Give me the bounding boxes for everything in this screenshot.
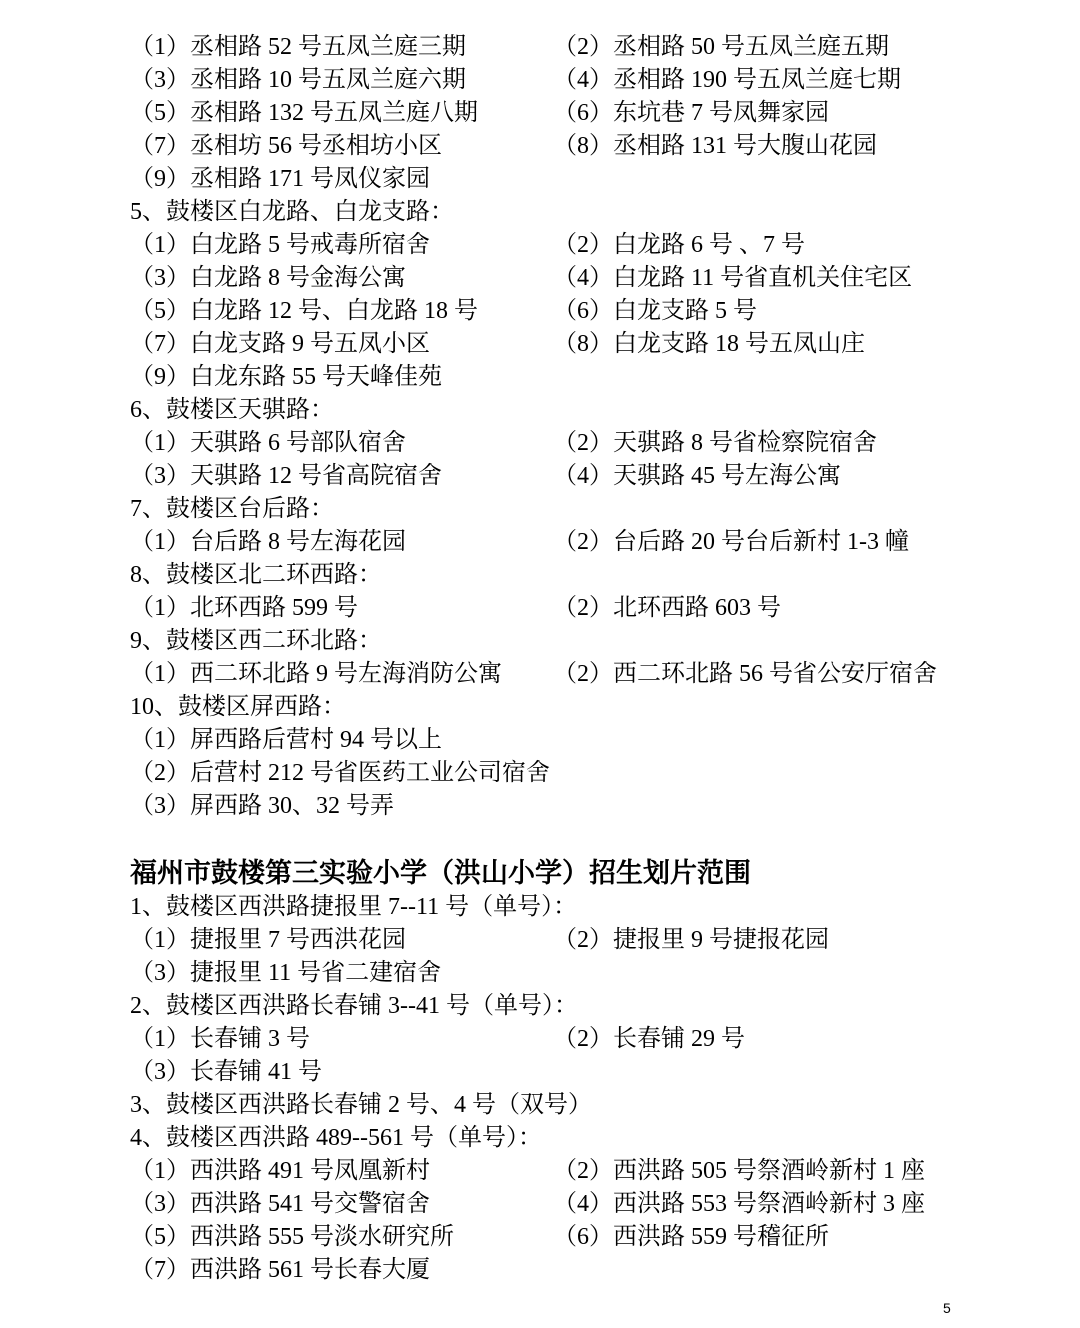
list-item: （9）白龙东路 55 号天峰佳苑: [130, 364, 442, 390]
section-title: 4、鼓楼区西洪路 489--561 号（单号）：: [130, 1125, 542, 1151]
list-item: （5）白龙路 12 号、白龙路 18 号: [130, 298, 478, 324]
district-section: [130, 1122, 1010, 1287]
list-item: （2）白龙路 6 号 、7 号: [553, 232, 805, 258]
list-row: [130, 924, 1010, 957]
district-section: [130, 691, 1010, 823]
list-row: [130, 790, 1010, 823]
list-item: （2）台后路 20 号台后新村 1-3 幢: [553, 529, 909, 555]
list-item: （2）北环西路 603 号: [553, 595, 781, 621]
section-title: 8、鼓楼区北二环西路：: [130, 562, 382, 588]
list-row: [130, 1023, 1010, 1056]
district-section: [130, 493, 1010, 559]
list-row: [130, 163, 1010, 196]
document-body: [130, 31, 1010, 1287]
list-item: （8）丞相路 131 号大腹山花园: [553, 133, 877, 159]
list-item: （2）捷报里 9 号捷报花园: [553, 927, 829, 953]
section-title-row: [130, 625, 1010, 658]
section-title-row: [130, 196, 1010, 229]
list-row: [130, 64, 1010, 97]
section-title-row: [130, 1089, 1010, 1122]
list-item: （7）丞相坊 56 号丞相坊小区: [130, 133, 442, 159]
list-item: （7）西洪路 561 号长春大厦: [130, 1257, 430, 1283]
list-item: （1）白龙路 5 号戒毒所宿舍: [130, 232, 430, 258]
list-row: [130, 1221, 1010, 1254]
list-item: （3）屏西路 30、32 号弄: [130, 793, 394, 819]
list-item: （6）东坑巷 7 号凤舞家园: [553, 100, 829, 126]
section-title-row: [130, 691, 1010, 724]
district-section: [130, 196, 1010, 394]
list-item: （6）西洪路 559 号稽征所: [553, 1224, 829, 1250]
section-title-row: [130, 891, 1010, 924]
section-title: 7、鼓楼区台后路：: [130, 496, 334, 522]
list-item: （6）白龙支路 5 号: [553, 298, 757, 324]
list-row: [130, 724, 1010, 757]
list-item: （2）天骐路 8 号省检察院宿舍: [553, 430, 877, 456]
list-row: [130, 295, 1010, 328]
list-item: （3）长春铺 41 号: [130, 1059, 322, 1085]
list-item: （2）丞相路 50 号五凤兰庭五期: [553, 34, 889, 60]
district-section: [130, 990, 1010, 1089]
list-item: （9）丞相路 171 号凤仪家园: [130, 166, 430, 192]
section-title: 3、鼓楼区西洪路长春铺 2 号、4 号（双号）: [130, 1092, 592, 1118]
list-row: [130, 460, 1010, 493]
section-title: 10、鼓楼区屏西路：: [130, 694, 346, 720]
list-item: （1）西二环北路 9 号左海消防公寓: [130, 661, 502, 687]
list-item: （3）捷报里 11 号省二建宿舍: [130, 960, 442, 986]
section-title: 9、鼓楼区西二环北路：: [130, 628, 382, 654]
section-title-row: [130, 1122, 1010, 1155]
list-row: [130, 31, 1010, 64]
list-row: [130, 1188, 1010, 1221]
list-item: （4）白龙路 11 号省直机关住宅区: [553, 265, 913, 291]
list-item: （1）捷报里 7 号西洪花园: [130, 927, 406, 953]
list-item: （3）丞相路 10 号五凤兰庭六期: [130, 67, 466, 93]
list-item: （4）西洪路 553 号祭酒岭新村 3 座: [553, 1191, 925, 1217]
list-row: [130, 427, 1010, 460]
section-title: 2、鼓楼区西洪路长春铺 3--41 号（单号）：: [130, 993, 578, 1019]
list-item: （2）西二环北路 56 号省公安厅宿舍: [553, 661, 937, 687]
continued-list: [130, 31, 1010, 196]
district-section: [130, 891, 1010, 990]
list-item: （1）丞相路 52 号五凤兰庭三期: [130, 34, 466, 60]
section-title: 6、鼓楼区天骐路：: [130, 397, 334, 423]
list-item: （2）西洪路 505 号祭酒岭新村 1 座: [553, 1158, 925, 1184]
list-item: （5）西洪路 555 号淡水研究所: [130, 1224, 454, 1250]
list-item: （8）白龙支路 18 号五凤山庄: [553, 331, 865, 357]
list-item: （1）北环西路 599 号: [130, 595, 358, 621]
list-row: [130, 957, 1010, 990]
list-item: （3）天骐路 12 号省高院宿舍: [130, 463, 442, 489]
list-item: （1）台后路 8 号左海花园: [130, 529, 406, 555]
list-item: （5）丞相路 132 号五凤兰庭八期: [130, 100, 478, 126]
list-row: [130, 658, 1010, 691]
list-row: [130, 130, 1010, 163]
school-heading: 福州市鼓楼第三实验小学（洪山小学）招生划片范围: [130, 858, 751, 888]
list-item: （1）天骐路 6 号部队宿舍: [130, 430, 406, 456]
list-row: [130, 526, 1010, 559]
list-row: [130, 1254, 1010, 1287]
list-item: （3）白龙路 8 号金海公寓: [130, 265, 406, 291]
district-section: [130, 394, 1010, 493]
list-row: [130, 1155, 1010, 1188]
list-item: （2）后营村 212 号省医药工业公司宿舍: [130, 760, 550, 786]
district-section: [130, 559, 1010, 625]
list-item: （3）西洪路 541 号交警宿舍: [130, 1191, 430, 1217]
list-item: （2）长春铺 29 号: [553, 1026, 745, 1052]
section-title-row: [130, 394, 1010, 427]
list-item: （4）丞相路 190 号五凤兰庭七期: [553, 67, 901, 93]
list-item: （1）屏西路后营村 94 号以上: [130, 727, 442, 753]
list-row: [130, 757, 1010, 790]
list-row: [130, 328, 1010, 361]
list-row: [130, 262, 1010, 295]
list-row: [130, 1056, 1010, 1089]
district-section: [130, 625, 1010, 691]
section-title: 1、鼓楼区西洪路捷报里 7--11 号（单号）：: [130, 894, 578, 920]
section-title-row: [130, 990, 1010, 1023]
list-item: （7）白龙支路 9 号五凤小区: [130, 331, 430, 357]
section-title: 5、鼓楼区白龙路、白龙支路：: [130, 199, 454, 225]
list-item: （4）天骐路 45 号左海公寓: [553, 463, 841, 489]
district-section: [130, 1089, 1010, 1122]
list-row: [130, 361, 1010, 394]
list-row: [130, 592, 1010, 625]
list-item: （1）西洪路 491 号凤凰新村: [130, 1158, 430, 1184]
list-row: [130, 229, 1010, 262]
list-item: （1）长春铺 3 号: [130, 1026, 310, 1052]
section-title-row: [130, 559, 1010, 592]
list-row: [130, 97, 1010, 130]
section-title-row: [130, 493, 1010, 526]
page-number: 5: [943, 1300, 951, 1316]
